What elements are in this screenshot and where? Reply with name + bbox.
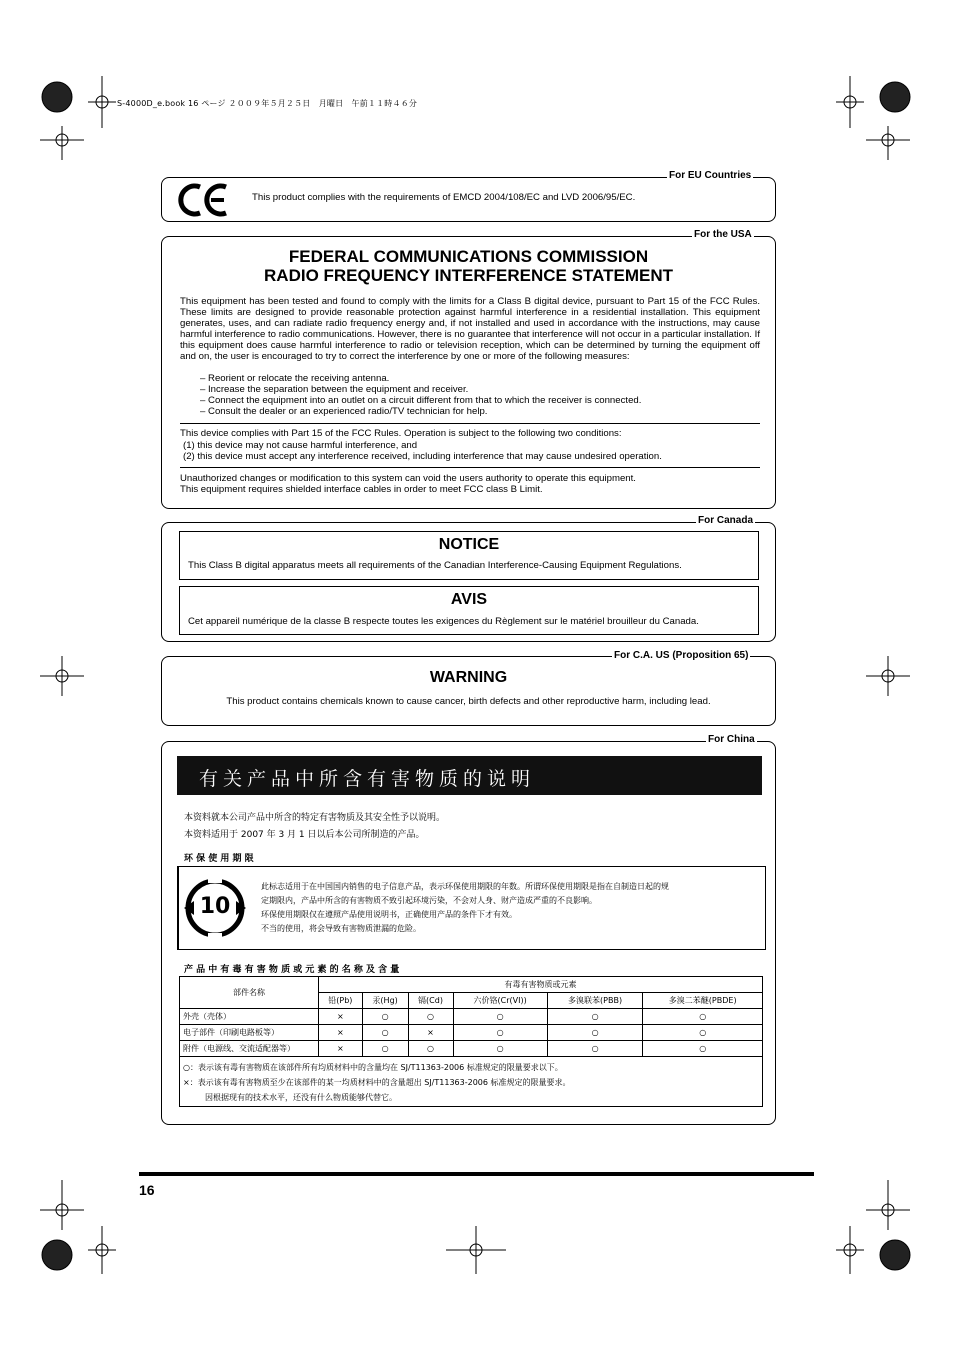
notice-title: NOTICE bbox=[438, 536, 500, 553]
substance-header: 多溴联苯(PBB) bbox=[547, 993, 643, 1009]
footer-rule bbox=[139, 1172, 814, 1176]
avis-box bbox=[179, 586, 759, 635]
eu-tag: For EU Countries bbox=[669, 170, 752, 181]
fcc-title-line2: RADIO FREQUENCY INTERFERENCE STATEMENT bbox=[264, 266, 673, 285]
substance-header: 六价铬(Cr(VI)) bbox=[453, 993, 547, 1009]
part-name: 外壳（壳体） bbox=[180, 1009, 319, 1025]
substance-header: 铅(Pb) bbox=[319, 993, 363, 1009]
env-text3: 环保使用期限仅在遵照产品使用说明书，正确使用产品的条件下才有效。 bbox=[261, 910, 517, 919]
page-number: 16 bbox=[139, 1182, 155, 1198]
page-header: S-4000D_e.book 16 ページ ２００９年５月２５日 月曜日 午前１１時４６分 bbox=[117, 99, 418, 108]
part15-line1: This device complies with Part 15 of the FCC Rules. Operation is subject to the following two conditions: bbox=[180, 428, 622, 439]
table-cell: × bbox=[319, 1025, 363, 1041]
usa-section bbox=[161, 236, 776, 509]
table-cell: ○ bbox=[453, 1025, 547, 1041]
table-cell: × bbox=[319, 1041, 363, 1057]
eu-text: This product complies with the requirements of EMCD 2004/108/EC and LVD 2006/95/EC. bbox=[252, 192, 636, 203]
table-cell: ○ bbox=[643, 1041, 763, 1057]
note-cross: ×：表示该有毒有害物质至少在该部件的某一均质材料中的含量超出 SJ/T11363-2006 标准规定的限量要求。 bbox=[183, 1078, 571, 1087]
prop65-section bbox=[161, 656, 776, 726]
fcc-measure: – Reorient or relocate the receiving antenna. bbox=[200, 373, 390, 384]
note-circle: ○：表示该有毒有害物质在该部件所有均质材料中的含量均在 SJ/T11363-2006 标准规定的限量要求以下。 bbox=[183, 1063, 563, 1072]
part15-line3: (2) this device must accept any interference received, including interference that may cause undesired operation. bbox=[183, 451, 662, 462]
warning-title: WARNING bbox=[429, 669, 508, 686]
substance-header: 多溴二苯醚(PBDE) bbox=[643, 993, 763, 1009]
table-cell: ○ bbox=[547, 1025, 643, 1041]
table-row bbox=[180, 1009, 763, 1025]
table-cell: ○ bbox=[453, 1009, 547, 1025]
col-part-header: 部件名称 bbox=[180, 977, 319, 1009]
table-cell: ○ bbox=[643, 1009, 763, 1025]
table-cell: × bbox=[408, 1025, 453, 1041]
fcc-paragraph: This equipment has been tested and found to comply with the limits for a Class B digital device, pursuant to Part 15 of the FCC Rules. These limits are designed to provide reasonable protection against harmful interference in a residential installation. This equipment generates, uses, and can radiate radio frequency energy and, if not installed and used in accordance with the instructions, may cause harmful interference to radio communications. However, there is no guarantee that interference will not occur in a particular installation. If this equipment does cause harmful interference to radio or television reception, which can be determined by turning the equipment off and on, the user is encouraged to try to correct the interference by one or more of the following measures: bbox=[180, 296, 760, 362]
usa-tag: For the USA bbox=[694, 229, 752, 240]
avis-title: AVIS bbox=[450, 591, 488, 608]
unauth-line2: This equipment requires shielded interface cables in order to meet FCC class B Limit. bbox=[180, 484, 543, 495]
part-name: 电子部件（印刷电路板等） bbox=[180, 1025, 319, 1041]
china-banner-text: 有关产品中所含有害物质的说明 bbox=[199, 768, 536, 790]
env-box bbox=[177, 866, 766, 950]
substance-header: 镉(Cd) bbox=[408, 993, 453, 1009]
env-text2: 定期限内，产品中所含的有害物质不致引起环境污染，不会对人身、财产造成严重的不良影响。 bbox=[261, 896, 597, 905]
table-cell: ○ bbox=[547, 1041, 643, 1057]
table-row bbox=[180, 1025, 763, 1041]
avis-text: Cet appareil numérique de la classe B respecte toutes les exigences du Règlement sur le matériel brouilleur du Canada. bbox=[188, 616, 699, 627]
ce-mark-icon bbox=[178, 181, 232, 219]
table-cell: ○ bbox=[643, 1025, 763, 1041]
warning-text: This product contains chemicals known to cause cancer, birth defects and other reproductive harm, including lead. bbox=[226, 696, 711, 707]
table-cell: × bbox=[319, 1009, 363, 1025]
env-heading: 环 保 使 用 期 限 bbox=[184, 854, 254, 864]
divider bbox=[180, 423, 760, 424]
table-row bbox=[180, 1041, 763, 1057]
part-name: 附件（电源线、交流适配器等） bbox=[180, 1041, 319, 1057]
china-intro2: 本资料适用于 2007 年 3 月 1 日以后本公司所制造的产品。 bbox=[184, 830, 425, 840]
fcc-measure: – Connect the equipment into an outlet on a circuit different from that to which the receiver is connected. bbox=[200, 395, 642, 406]
table-cell: ○ bbox=[408, 1009, 453, 1025]
table-cell: ○ bbox=[362, 1041, 408, 1057]
hazardous-substance-table bbox=[179, 976, 763, 1107]
notice-text: This Class B digital apparatus meets all requirements of the Canadian Interference-Causing Equipment Regulations. bbox=[188, 560, 682, 571]
table-cell: ○ bbox=[408, 1041, 453, 1057]
china-intro1: 本资料就本公司产品中所含的特定有害物质及其安全性予以说明。 bbox=[184, 813, 446, 823]
prop65-tag: For C.A. US (Proposition 65) bbox=[614, 650, 749, 661]
divider bbox=[180, 467, 760, 468]
fcc-measure: – Increase the separation between the equipment and receiver. bbox=[200, 384, 469, 395]
epup-number: 10 bbox=[199, 894, 231, 919]
part15-line2: (1) this device may not cause harmful interference, and bbox=[183, 440, 418, 451]
substance-header: 汞(Hg) bbox=[362, 993, 408, 1009]
env-text1: 此标志适用于在中国国内销售的电子信息产品，表示环保使用期限的年数。所谓环保使用期限是指在自制造日起的规 bbox=[261, 882, 669, 891]
eu-section bbox=[161, 177, 776, 222]
table-cell: ○ bbox=[547, 1009, 643, 1025]
table-cell: ○ bbox=[362, 1009, 408, 1025]
fcc-measure: – Consult the dealer or an experienced radio/TV technician for help. bbox=[200, 406, 488, 417]
table-notes bbox=[180, 1057, 763, 1107]
canada-tag: For Canada bbox=[698, 515, 754, 526]
table-heading: 产 品 中 有 毒 有 害 物 质 或 元 素 的 名 称 及 含 量 bbox=[184, 965, 400, 975]
table-cell: ○ bbox=[453, 1041, 547, 1057]
fcc-title-line1: FEDERAL COMMUNICATIONS COMMISSION bbox=[288, 247, 649, 266]
env-text4: 不当的使用，将会导致有害物质泄漏的危险。 bbox=[261, 924, 421, 933]
notice-box bbox=[179, 531, 759, 580]
col-group-header: 有毒有害物质或元素 bbox=[319, 977, 763, 993]
canada-section bbox=[161, 522, 776, 642]
china-banner bbox=[177, 756, 762, 795]
table-cell: ○ bbox=[362, 1025, 408, 1041]
note-reason: 因根据现有的技术水平，还没有什么物质能够代替它。 bbox=[205, 1093, 397, 1102]
china-tag: For China bbox=[708, 734, 755, 745]
unauth-line1: Unauthorized changes or modification to this system can void the users authority to operate this equipment. bbox=[180, 473, 636, 484]
